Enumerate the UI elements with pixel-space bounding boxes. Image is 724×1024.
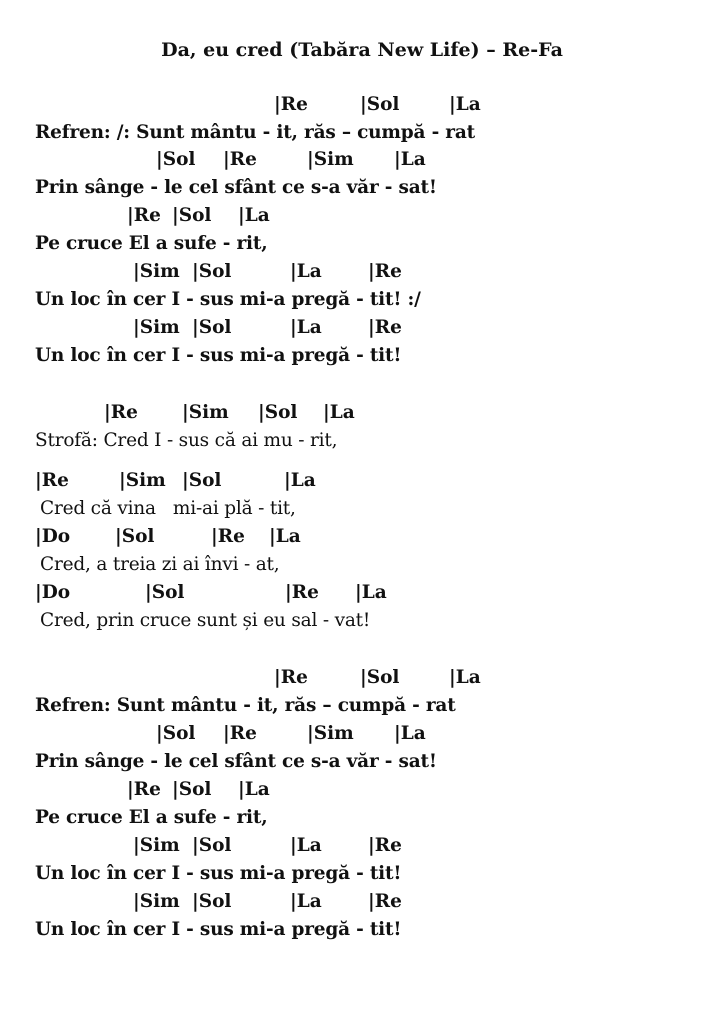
- chord: |Sim: [182, 402, 229, 423]
- chord: |Sim: [133, 891, 180, 912]
- chord: |Re: [285, 582, 319, 603]
- chord: |La: [238, 205, 270, 226]
- chord: |Sol: [360, 94, 400, 115]
- lyric-text: Cred, prin cruce sunt și eu sal - vat!: [40, 610, 371, 631]
- chord: |Sol: [182, 470, 222, 491]
- chord: |Re: [368, 835, 402, 856]
- chord: |Sol: [115, 526, 155, 547]
- chord: |Sol: [156, 723, 196, 744]
- chord: |Re: [274, 94, 308, 115]
- chord: |Sim: [133, 261, 180, 282]
- chord: |Sol: [192, 261, 232, 282]
- lyric-text: Prin sânge - le cel sfânt ce s-a văr - sat!: [35, 177, 437, 198]
- lyric-text: Prin sânge - le cel sfânt ce s-a văr - sat!: [35, 751, 437, 772]
- chord: |La: [355, 582, 387, 603]
- chord: |Sim: [119, 470, 166, 491]
- chord: |La: [323, 402, 355, 423]
- chord: |Sol: [192, 835, 232, 856]
- lyric-text: Refren: /: Sunt mântu - it, răs – cumpă - rat: [35, 122, 475, 143]
- chord: |Sol: [258, 402, 298, 423]
- chord: |La: [284, 470, 316, 491]
- chord: |Sol: [172, 779, 212, 800]
- chord: |La: [290, 261, 322, 282]
- chord: |Re: [35, 470, 69, 491]
- chord: |Sim: [307, 723, 354, 744]
- chord: |Re: [223, 723, 257, 744]
- chord: |Sol: [172, 205, 212, 226]
- chord: |Re: [368, 891, 402, 912]
- chord: |Do: [35, 526, 71, 547]
- chord: |Sol: [156, 149, 196, 170]
- chord: |Sol: [192, 891, 232, 912]
- lyric-text: Un loc în cer I - sus mi-a pregă - tit!: [35, 919, 402, 940]
- chord: |Sol: [192, 317, 232, 338]
- lyric-text: Un loc în cer I - sus mi-a pregă - tit!: [35, 863, 402, 884]
- chord: |Sim: [133, 317, 180, 338]
- chord: |La: [269, 526, 301, 547]
- chord: |Sim: [133, 835, 180, 856]
- chord: |Re: [223, 149, 257, 170]
- lyric-text: Pe cruce El a sufe - rit,: [35, 807, 268, 828]
- lyric-text: Un loc în cer I - sus mi-a pregă - tit!: [35, 345, 402, 366]
- chord: |Re: [127, 779, 161, 800]
- chord: |La: [290, 891, 322, 912]
- lyric-text: Strofă: Cred I - sus că ai mu - rit,: [35, 430, 338, 451]
- chord: |La: [394, 723, 426, 744]
- chord: |La: [290, 317, 322, 338]
- chord: |Sim: [307, 149, 354, 170]
- lyric-text: Pe cruce El a sufe - rit,: [35, 233, 268, 254]
- song-title: Da, eu cred (Tabăra New Life) – Re-Fa: [161, 39, 563, 61]
- chord: |Re: [274, 667, 308, 688]
- lyric-text: Cred, a treia zi ai învi - at,: [40, 554, 280, 575]
- chord: |Re: [104, 402, 138, 423]
- chord: |Re: [127, 205, 161, 226]
- chord: |La: [449, 667, 481, 688]
- lyric-text: Cred că vina mi-ai plă - tit,: [40, 498, 296, 519]
- chord: |La: [238, 779, 270, 800]
- chord: |La: [290, 835, 322, 856]
- chord: |La: [394, 149, 426, 170]
- chord: |Sol: [145, 582, 185, 603]
- lyric-text: Refren: Sunt mântu - it, răs – cumpă - rat: [35, 695, 456, 716]
- chord: |La: [449, 94, 481, 115]
- chord: |Re: [368, 317, 402, 338]
- chord: |Sol: [360, 667, 400, 688]
- lyric-text: Un loc în cer I - sus mi-a pregă - tit! :/: [35, 289, 421, 310]
- chord: |Re: [211, 526, 245, 547]
- chord: |Re: [368, 261, 402, 282]
- chord: |Do: [35, 582, 71, 603]
